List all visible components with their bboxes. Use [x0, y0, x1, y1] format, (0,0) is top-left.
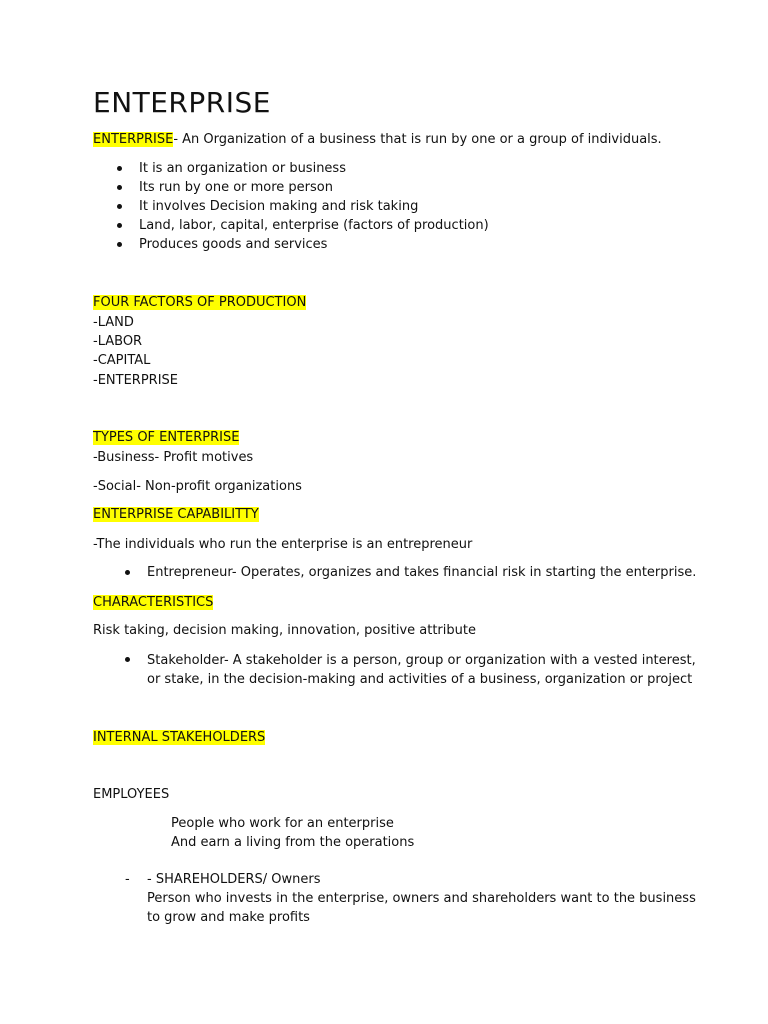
characteristics-heading-text: CHARACTERISTICS: [93, 595, 214, 610]
definition-line: [93, 130, 662, 149]
definition-text: - An Organization of a business that is run by one or a group of individuals.: [173, 132, 662, 147]
factors-heading-text: FOUR FACTORS OF PRODUCTION: [93, 295, 307, 310]
shareholders-label: - SHAREHOLDERS/ Owners: [147, 872, 321, 887]
bullet-dot: [117, 204, 122, 209]
internal-heading: [93, 728, 265, 747]
factors-heading: [93, 293, 306, 312]
types-heading-text: TYPES OF ENTERPRISE: [93, 430, 240, 445]
factor-item: -ENTERPRISE: [93, 373, 178, 388]
document-title: ENTERPRISE: [93, 86, 271, 119]
shareholders-line: to grow and make profits: [147, 910, 310, 925]
factor-item: -LAND: [93, 315, 134, 330]
employees-label: EMPLOYEES: [93, 787, 170, 802]
definition-term: ENTERPRISE: [93, 132, 174, 147]
list-item: Produces goods and services: [139, 237, 328, 252]
shareholders-line: Person who invests in the enterprise, owners and shareholders want to the business: [147, 891, 696, 906]
stakeholder-line: or stake, in the decision-making and activities of a business, organization or project: [147, 672, 693, 687]
employees-line: And earn a living from the operations: [171, 835, 415, 850]
internal-heading-text: INTERNAL STAKEHOLDERS: [93, 730, 266, 745]
type-item: -Business- Profit motives: [93, 450, 254, 465]
characteristics-text: Risk taking, decision making, innovation, positive attribute: [93, 623, 476, 638]
bullet-dot: [117, 166, 122, 171]
list-item: Its run by one or more person: [139, 180, 333, 195]
type-item: -Social- Non-profit organizations: [93, 479, 302, 494]
shareholders-dash: -: [125, 872, 130, 887]
capability-heading-text: ENTERPRISE CAPABILITTY: [93, 507, 259, 522]
capability-text: -The individuals who run the enterprise is an entrepreneur: [93, 537, 473, 552]
factor-item: -CAPITAL: [93, 353, 151, 368]
bullet-dot: [125, 657, 130, 662]
types-heading: [93, 428, 239, 447]
capability-heading: [93, 505, 259, 524]
stakeholder-line: Stakeholder- A stakeholder is a person, group or organization with a vested interest,: [147, 653, 696, 668]
list-item: It is an organization or business: [139, 161, 346, 176]
bullet-dot: [117, 242, 122, 247]
list-item: It involves Decision making and risk taking: [139, 199, 419, 214]
bullet-dot: [125, 570, 130, 575]
characteristics-heading: [93, 593, 213, 612]
bullet-dot: [117, 185, 122, 190]
employees-line: People who work for an enterprise: [171, 816, 394, 831]
list-item: Land, labor, capital, enterprise (factors of production): [139, 218, 489, 233]
bullet-dot: [117, 223, 122, 228]
factor-item: -LABOR: [93, 334, 143, 349]
capability-bullet: Entrepreneur- Operates, organizes and takes financial risk in starting the enterprise.: [147, 565, 697, 580]
